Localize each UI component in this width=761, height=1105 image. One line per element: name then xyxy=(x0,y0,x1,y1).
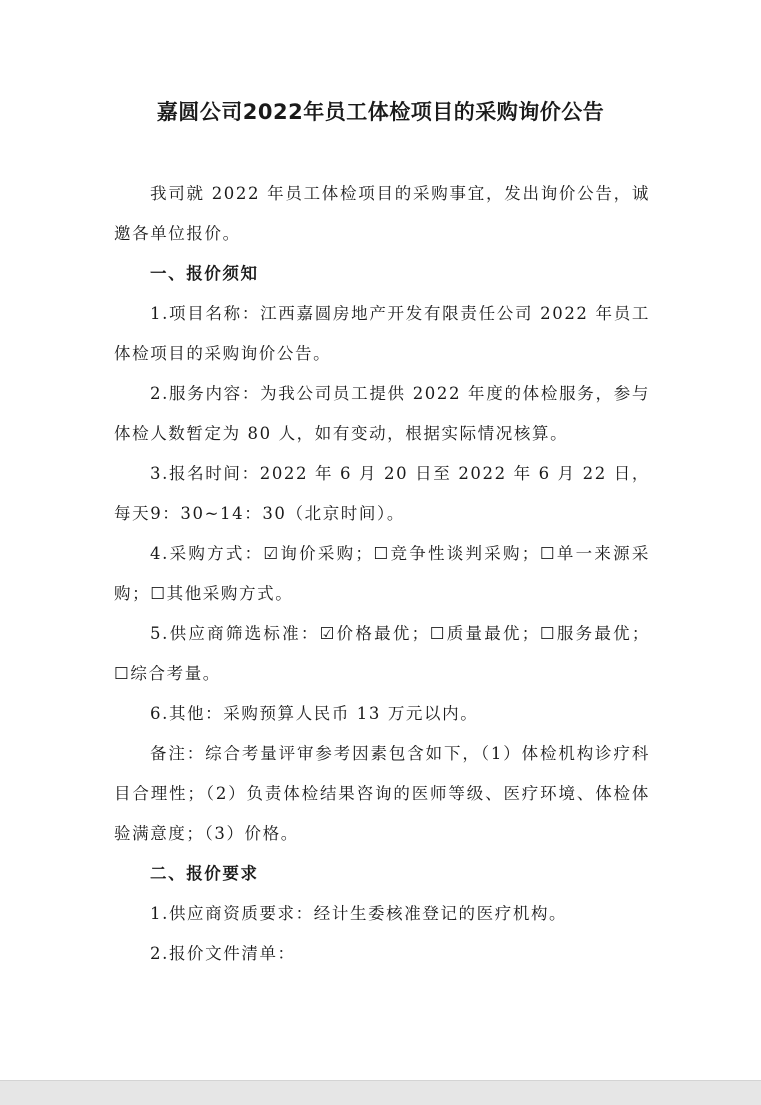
item-registration-time: 3.报名时间：2022 年 6 月 20 日至 2022 年 6 月 22 日，每天9：30~14：30（北京时间）。 xyxy=(114,464,650,523)
item-other: 6.其他：采购预算人民币 13 万元以内。 xyxy=(150,704,479,723)
section-heading-quote-notice: 一、报价须知 xyxy=(150,264,259,283)
item-supplier-criteria: 5.供应商筛选标准：☑价格最优；☐质量最优；☐服务最优；☐综合考量。 xyxy=(114,624,650,683)
document-body xyxy=(114,174,650,974)
section-heading-quote-requirements: 二、报价要求 xyxy=(150,864,259,883)
item-quote-documents: 2.报价文件清单： xyxy=(150,944,296,963)
item-supplier-qualification: 1.供应商资质要求：经计生委核准登记的医疗机构。 xyxy=(150,904,568,923)
document-title: 嘉圆公司2022年员工体检项目的采购询价公告 xyxy=(156,100,605,124)
item-procurement-method: 4.采购方式：☑询价采购；☐竞争性谈判采购；☐单一来源采购；☐其他采购方式。 xyxy=(114,544,650,603)
item-remarks: 备注：综合考量评审参考因素包含如下，（1）体检机构诊疗科目合理性；（2）负责体检结果咨询的医师等级、医疗环境、体检体验满意度；（3）价格。 xyxy=(114,744,650,843)
page-bottom-strip xyxy=(0,1080,761,1105)
intro-paragraph: 我司就 2022 年员工体检项目的采购事宜，发出询价公告，诚邀各单位报价。 xyxy=(114,184,650,243)
item-project-name: 1.项目名称：江西嘉圆房地产开发有限责任公司 2022 年员工体检项目的采购询价公告。 xyxy=(114,304,650,363)
item-service-content: 2.服务内容：为我公司员工提供 2022 年度的体检服务，参与体检人数暂定为 80 人，如有变动，根据实际情况核算。 xyxy=(114,384,650,443)
